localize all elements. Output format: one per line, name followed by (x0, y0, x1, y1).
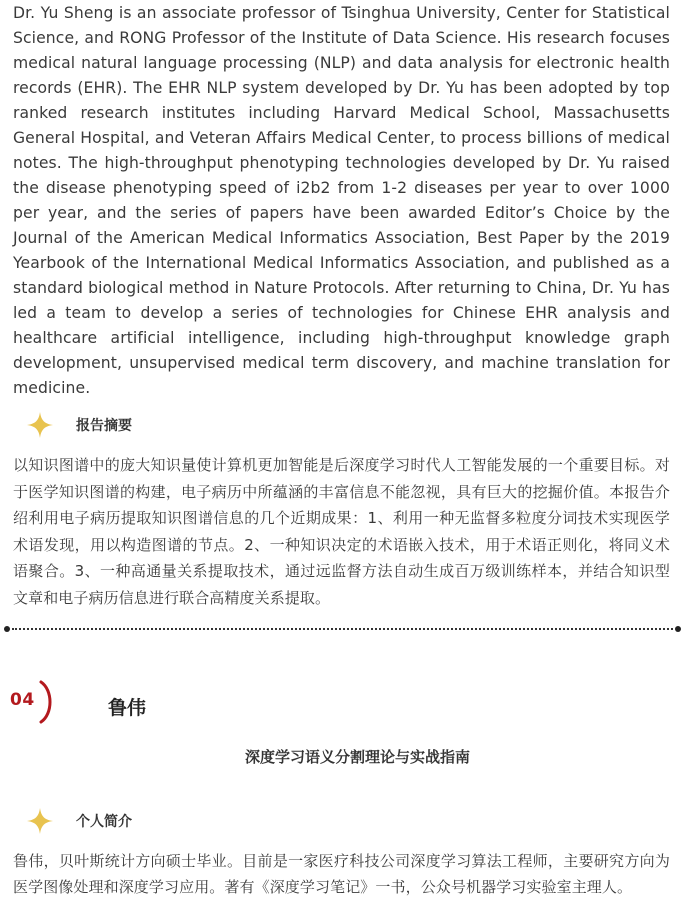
speaker-header (10, 680, 310, 724)
bio-heading-label: 个人简介 (76, 814, 132, 830)
speaker-number: 04 (10, 690, 35, 710)
abstract-section-heading (26, 410, 132, 440)
sparkle-star-icon (26, 411, 54, 439)
sparkle-star-icon (26, 807, 54, 835)
bracket-arc-icon (35, 680, 55, 724)
section-divider (4, 625, 681, 633)
english-bio-paragraph: Dr. Yu Sheng is an associate professor of Tsinghua University, Center for Statistical Science, and RONG Professor of the Institute of Data Science. His research focuses medical natural language processing (NLP) and data analysis for electronic health records (EHR). The EHR NLP system developed by Dr. Yu has been adopted by top ranked research institutes including Harvard Medical School, Massachusetts General Hospital, and Veteran Affairs Medical Center, to process billions of medical notes. The high-throughput phenotyping technologies developed by Dr. Yu raised the disease phenotyping speed of i2b2 from 1-2 diseases per year to over 1000 per year, and the series of papers have been awarded Editor’s Choice by the Journal of the American Medical Informatics Association, Best Paper by the 2019 Yearbook of the International Medical Informatics Association, and published as a standard biological method in Nature Protocols. After returning to China, Dr. Yu has led a team to develop a series of technologies for Chinese EHR analysis and healthcare artificial intelligence, including high-throughput knowledge graph development, unsupervised medical term discovery, and machine translation for medicine. (13, 4, 670, 397)
divider-dot-left (4, 626, 10, 632)
speaker-bio-paragraph: 鲁伟，贝叶斯统计方向硕士毕业。目前是一家医疗科技公司深度学习算法工程师，主要研究方向为医学图像处理和深度学习应用。著有《深度学习笔记》一书，公众号机器学习实验室主理人。 (13, 852, 670, 896)
abstract-heading-label: 报告摘要 (76, 418, 132, 434)
abstract-paragraph: 以知识图谱中的庞大知识量使计算机更加智能是后深度学习时代人工智能发展的一个重要目标。对于医学知识图谱的构建，电子病历中所蕴涵的丰富信息不能忽视，具有巨大的挖掘价值。本报告介绍利用电子病历提取知识图谱信息的几个近期成果：1、利用一种无监督多粒度分词技术实现医学术语发现，用以构造图谱的节点。2、一种知识决定的术语嵌入技术，用于术语正则化，将同义术语聚合。3、一种高通量关系提取技术，通过远监督方法自动生成百万级训练样本，并结合知识型文章和电子病历信息进行联合高精度关系提取。 (13, 456, 670, 607)
divider-dotted-line (12, 628, 673, 630)
divider-dot-right (675, 626, 681, 632)
talk-title: 深度学习语义分割理论与实战指南 (244, 748, 470, 766)
speaker-name: 鲁伟 (108, 697, 147, 719)
bio-section-heading (26, 806, 132, 836)
